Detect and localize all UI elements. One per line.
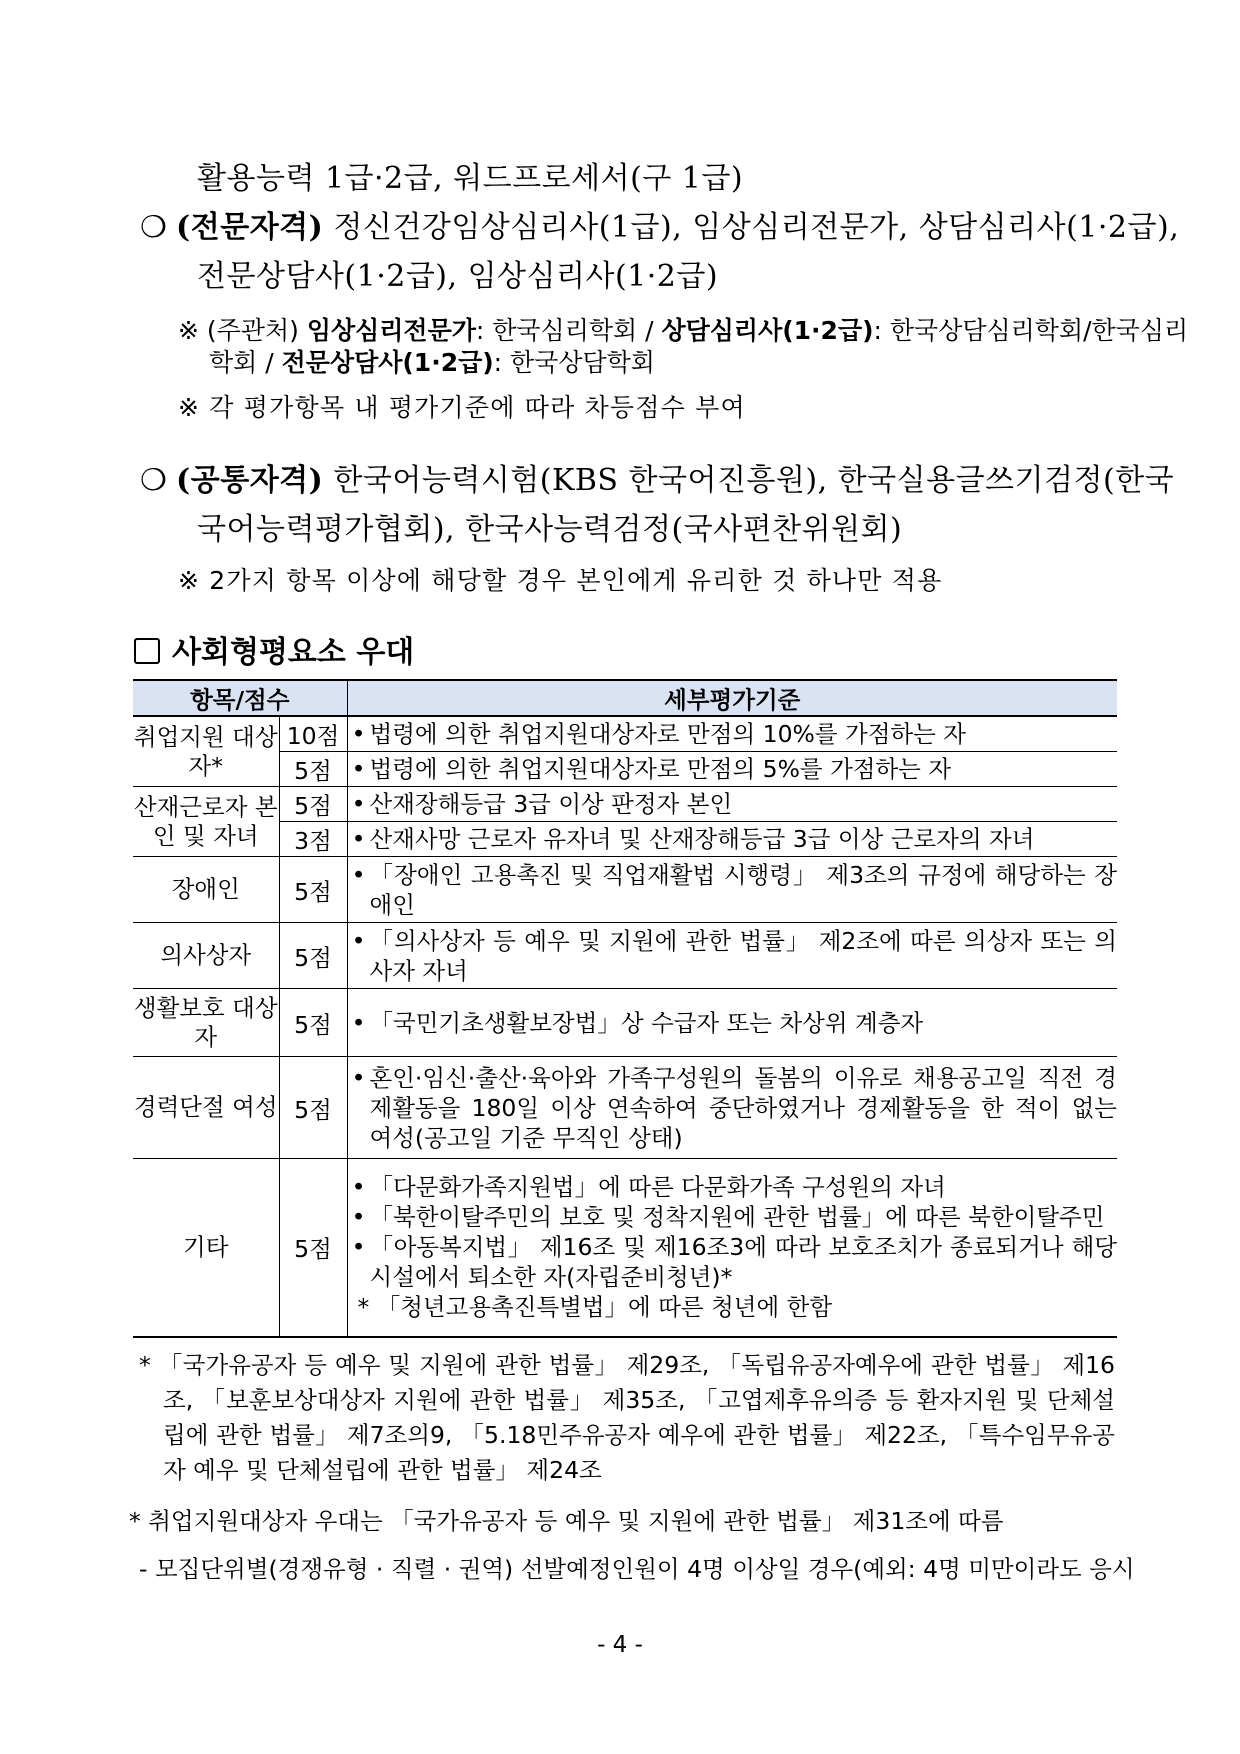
category-cell: 장애인: [133, 857, 279, 923]
professional-cert-label: (전문자격): [176, 210, 324, 245]
professional-cert-text-2: 전문상담사(1·2급), 임상심리사(1·2급): [197, 259, 719, 294]
table-row: [133, 752, 1117, 787]
circle-bullet-icon: ❍: [140, 210, 168, 245]
category-cell: 의사상자: [133, 923, 279, 989]
score-cell: 5점: [279, 857, 347, 923]
detail-cell: • 「장애인 고용촉진 및 직업재활법 시행령」 제3조의 규정에 해당하는 장애인: [347, 857, 1117, 923]
score-cell: 5점: [279, 752, 347, 787]
score-cell: 10점: [279, 716, 347, 752]
scoring-note: ※ 각 평가항목 내 평가기준에 따라 차등점수 부여: [178, 393, 746, 422]
table-row: [133, 1159, 1117, 1337]
criteria-table: [133, 679, 1117, 1338]
common-cert-label: (공통자격): [176, 463, 324, 498]
detail-cell: • 「다문화가족지원법」에 따른 다문화가족 구성원의 자녀 • 「북한이탈주민의 보호 및 정착지원에 관한 법률」에 따른 북한이탈주민 • 「아동복지법」 제16조 및 제16조3에 따라 보호조치가 종료되거나 해당 시설에서 퇴소한 자(자립준비청년)* * 「청년고용촉진특별법」에 따른 청년에 한함: [347, 1159, 1117, 1337]
table-row: [133, 857, 1117, 923]
score-cell: 5점: [279, 989, 347, 1057]
header-item-score: 항목/점수: [133, 680, 347, 716]
table-row: [133, 787, 1117, 822]
reference-mark-icon: ※: [178, 316, 199, 345]
detail-cell: • 산재장해등급 3급 이상 판정자 본인: [347, 787, 1117, 822]
law-footnote: * 「국가유공자 등 예우 및 지원에 관한 법률」 제29조, 「독립유공자예우에 관한 법률」 제16조, 「보훈보상대상자 지원에 관한 법률」 제35조, 「고엽제후유의증 등 환자지원 및 단체설립에 관한 법률」 제7조의9, 「5.18민주유공자 예우에 관한 법률」 제22조, 「특수임무유공자 예우 및 단체설립에 관한 법률」 제24조: [139, 1351, 1115, 1484]
professional-cert-line: [140, 202, 1179, 246]
table-row: [133, 716, 1117, 752]
score-cell: 5점: [279, 1159, 347, 1337]
category-cell: 기타: [133, 1159, 279, 1337]
common-cert-text-2: 국어능력평가협회), 한국사능력검정(국사편찬위원회): [197, 512, 903, 547]
detail-cell: • 법령에 의한 취업지원대상자로 만점의 5%를 가점하는 자: [347, 752, 1117, 787]
organizer-note-line-2: 학회 / 전문상담사(1·2급): 한국상담학회: [209, 348, 655, 377]
score-cell: 5점: [279, 1057, 347, 1159]
common-cert-text-1: 한국어능력시험(KBS 한국어진흥원), 한국실용글쓰기검정(한국: [323, 463, 1175, 498]
category-cell: 취업지원 대상자*: [133, 716, 279, 787]
detail-cell: • 산재사망 근로자 유자녀 및 산재장해등급 3급 이상 근로자의 자녀: [347, 822, 1117, 857]
checkbox-square-icon: [134, 638, 160, 664]
youth-footnote: * 「청년고용촉진특별법」에 따른 청년에 한함: [357, 1293, 833, 1322]
employment-support-note: * 취업지원대상자 우대는 「국가유공자 등 예우 및 지원에 관한 법률」 제31조에 따름: [129, 1507, 1004, 1535]
duplicate-note: ※ 2가지 항목 이상에 해당할 경우 본인에게 유리한 것 하나만 적용: [178, 566, 943, 595]
detail-cell: • 「국민기초생활보장법」상 수급자 또는 차상위 계층자: [347, 989, 1117, 1057]
table-row: [133, 989, 1117, 1057]
table-row: [133, 923, 1117, 989]
professional-cert-text-1: 정신건강임상심리사(1급), 임상심리전문가, 상담심리사(1·2급),: [323, 210, 1180, 245]
detail-cell: • 법령에 의한 취업지원대상자로 만점의 10%를 가점하는 자: [347, 716, 1117, 752]
score-cell: 3점: [279, 822, 347, 857]
score-cell: 5점: [279, 923, 347, 989]
table-row: [133, 1057, 1117, 1159]
category-cell: 산재근로자 본인 및 자녀: [133, 787, 279, 857]
header-detail: 세부평가기준: [347, 680, 1117, 716]
detail-cell: • 혼인·임신·출산·육아와 가족구성원의 돌봄의 이유로 채용공고일 직전 경제활동을 180일 이상 연속하여 중단하였거나 경제활동을 한 적이 없는 여성(공고일 기준 무직인 상태): [347, 1057, 1117, 1159]
recruitment-unit-note: - 모집단위별(경쟁유형 · 직렬 · 권역) 선발예정인원이 4명 이상일 경우(예외: 4명 미만이라도 응시: [139, 1555, 1135, 1583]
circle-bullet-icon: ❍: [140, 463, 168, 498]
section-title: 사회형평요소 우대: [172, 635, 415, 670]
detail-cell: • 「의사상자 등 예우 및 지원에 관한 법률」 제2조에 따른 의상자 또는 의사자 자녀: [347, 923, 1117, 989]
section-heading: [134, 627, 414, 671]
organizer-note-line-1: ※ (주관처) 임상심리전문가: 한국심리학회 / 상담심리사(1·2급): 한국상담심리학회/한국심리: [178, 316, 1189, 345]
category-cell: 경력단절 여성: [133, 1057, 279, 1159]
page-number: - 4 -: [597, 1632, 643, 1658]
score-cell: 5점: [279, 787, 347, 822]
category-cell: 생활보호 대상자: [133, 989, 279, 1057]
common-cert-line: [140, 455, 1174, 499]
cert-continuation-line: 활용능력 1급·2급, 워드프로세서(구 1급): [197, 161, 744, 196]
table-row: [133, 822, 1117, 857]
table-header-row: [133, 680, 1117, 716]
